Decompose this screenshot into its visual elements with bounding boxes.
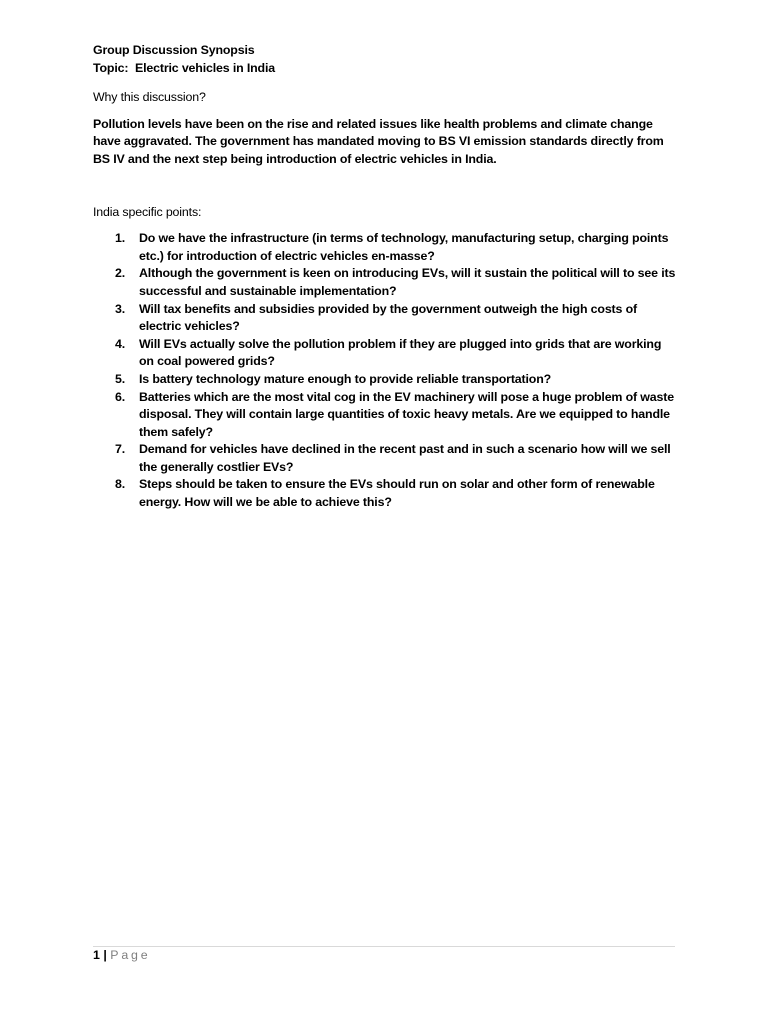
- list-number: 6.: [115, 389, 126, 404]
- list-item: [93, 441, 678, 476]
- list-number: 3.: [115, 301, 126, 316]
- topic-value: Electric vehicles in India: [134, 60, 275, 75]
- points-list: [93, 230, 678, 512]
- india-heading: India specific points:: [93, 204, 202, 219]
- list-number: 1.: [115, 231, 126, 246]
- list-item: [93, 389, 678, 442]
- page-word: Page: [110, 948, 151, 962]
- list-item: [93, 265, 678, 300]
- list-item: [93, 371, 678, 389]
- list-item: [93, 301, 678, 336]
- why-heading: Why this discussion?: [93, 90, 206, 105]
- footer-separator: |: [103, 948, 107, 962]
- list-number: 2.: [115, 266, 126, 281]
- why-paragraph: Pollution levels have been on the rise and related issues like health problems and climate change have aggravated. The government has mandated moving to BS VI emission standards directly from BS IV and the next step being introduction of electric vehicles in India.: [93, 116, 664, 166]
- topic-line: [93, 60, 678, 78]
- list-text: Is battery technology mature enough to provide reliable transportation?: [139, 371, 552, 386]
- list-text: Although the government is keen on introducing EVs, will it sustain the political will to see its successful and sustainable implementation?: [139, 266, 676, 298]
- list-item: [93, 336, 678, 371]
- list-text: Will EVs actually solve the pollution problem if they are plugged into grids that are working on coal powered grids?: [139, 336, 662, 369]
- list-item: [93, 230, 678, 265]
- page-footer: [93, 946, 675, 962]
- list-number: 4.: [115, 336, 126, 351]
- list-text: Will tax benefits and subsidies provided by the government outweigh the high costs of electric vehicles?: [139, 301, 637, 334]
- list-number: 8.: [115, 477, 126, 492]
- list-text: Batteries which are the most vital cog in the EV machinery will pose a huge problem of waste disposal. They will contain large quantities of toxic heavy metals. Are we equipped to handle them safely?: [139, 389, 674, 439]
- heading-block: [93, 42, 678, 77]
- document-body: [93, 42, 678, 512]
- document-title: Group Discussion Synopsis: [93, 43, 255, 57]
- list-text: Do we have the infrastructure (in terms of technology, manufacturing setup, charging points etc.) for introduction of electric vehicles en-masse?: [139, 231, 669, 263]
- list-text: Steps should be taken to ensure the EVs should run on solar and other form of renewable energy. How will we be able to achieve this?: [139, 477, 655, 510]
- list-item: [93, 476, 678, 511]
- page-number: 1: [93, 948, 100, 962]
- list-text: Demand for vehicles have declined in the recent past and in such a scenario how will we sell the generally costlier EVs?: [139, 442, 671, 474]
- list-number: 7.: [115, 442, 126, 457]
- list-number: 5.: [115, 371, 126, 386]
- topic-label: Topic:: [93, 60, 129, 75]
